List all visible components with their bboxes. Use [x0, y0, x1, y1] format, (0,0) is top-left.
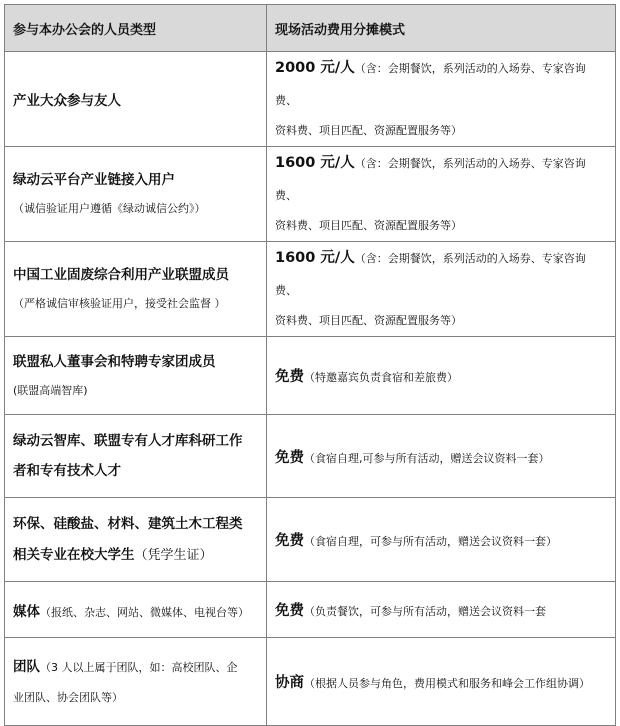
fee-price: 免费 — [275, 369, 304, 385]
person-type-cell — [5, 638, 267, 726]
fee-cell — [267, 415, 616, 498]
person-type-cell — [5, 582, 267, 638]
person-type: 绿动云平台产业链接入用户 — [13, 172, 175, 188]
person-type-note: （诚信验证用户遵循《绿动诚信公约》） — [13, 202, 206, 215]
header-fee-mode: 现场活动费用分摊模式 — [267, 5, 616, 52]
person-type: 绿动云智库、联盟专有人才库科研工作 — [13, 433, 243, 449]
fee-cell — [267, 337, 616, 415]
person-type-note: （严格诚信审核验证用户，接受社会监督 ） — [13, 297, 226, 310]
table-row — [5, 638, 616, 726]
person-type: 环保、硅酸盐、材料、建筑土木工程类 — [13, 515, 243, 532]
fee-detail: （食宿自理，可参与所有活动，赠送会议资料一套） — [304, 535, 557, 548]
fee-cell — [267, 147, 616, 242]
person-type: 产业大众参与友人 — [13, 93, 121, 109]
person-type: 团队 — [13, 658, 40, 675]
fee-detail: （含：会期餐饮，系列活动的入场券、专家咨询费、 — [275, 157, 586, 202]
table-row — [5, 52, 616, 147]
person-type: 联盟私人董事会和特聘专家团成员 — [13, 353, 216, 370]
fee-cell — [267, 242, 616, 337]
fee-table — [4, 4, 616, 726]
fee-detail: （负责餐饮，可参与所有活动，赠送会议资料一套 — [304, 605, 546, 618]
fee-price: 免费 — [275, 603, 304, 619]
fee-cell — [267, 638, 616, 726]
fee-price: 1600 元/人 — [275, 250, 355, 266]
fee-detail: （含：会期餐饮，系列活动的入场券、专家咨询费、 — [275, 252, 586, 297]
table-header-row — [5, 5, 616, 52]
fee-price: 免费 — [275, 449, 304, 466]
fee-price: 协商 — [275, 675, 304, 691]
person-type-note: (联盟高端智库) — [13, 383, 88, 397]
person-type-note: （3 人以上属于团队，如：高校团队、企 — [40, 660, 238, 674]
fee-cell — [267, 52, 616, 147]
table-row — [5, 242, 616, 337]
person-type-cell — [5, 415, 267, 498]
header-person-type: 参与本办公会的人员类型 — [5, 5, 267, 52]
table-row — [5, 582, 616, 638]
person-type-cell — [5, 52, 267, 147]
fee-price: 2000 元/人 — [275, 60, 355, 76]
fee-detail: （特邀嘉宾负责食宿和差旅费） — [304, 371, 458, 384]
fee-detail-cont: 资料费、项目匹配、资源配置服务等） — [275, 124, 462, 137]
person-type-cell — [5, 337, 267, 415]
person-type: 中国工业固废综合利用产业联盟成员 — [13, 267, 229, 283]
fee-detail: （根据人员参与角色，费用模式和服务和峰会工作组协调） — [304, 677, 590, 690]
fee-detail: （食宿自理,可参与所有活动，赠送会议资料一套） — [304, 451, 550, 465]
person-type-cell — [5, 147, 267, 242]
person-type-cont: 相关专业在校大学生 — [13, 546, 135, 563]
fee-cell — [267, 498, 616, 582]
fee-price: 1600 元/人 — [275, 155, 355, 171]
person-type-note: （报纸、杂志、网站、微媒体、电视台等） — [40, 605, 249, 619]
person-type-note: （凭学生证） — [134, 547, 213, 563]
person-type: 媒体 — [13, 603, 40, 620]
person-type-note-cont: 业团队、协会团队等） — [13, 690, 123, 704]
table-row — [5, 498, 616, 582]
table-row — [5, 415, 616, 498]
fee-cell — [267, 582, 616, 638]
person-type-cell — [5, 498, 267, 582]
table-row — [5, 337, 616, 415]
fee-price: 免费 — [275, 533, 304, 549]
table-row — [5, 147, 616, 242]
fee-detail: （含：会期餐饮，系列活动的入场券、专家咨询费、 — [275, 62, 586, 107]
person-type-cell — [5, 242, 267, 337]
person-type-cont: 者和专有技术人才 — [13, 463, 121, 479]
fee-detail-cont: 资料费、项目匹配、资源配置服务等） — [275, 219, 462, 232]
fee-detail-cont: 资料费、项目匹配、资源配置服务等） — [275, 314, 462, 327]
